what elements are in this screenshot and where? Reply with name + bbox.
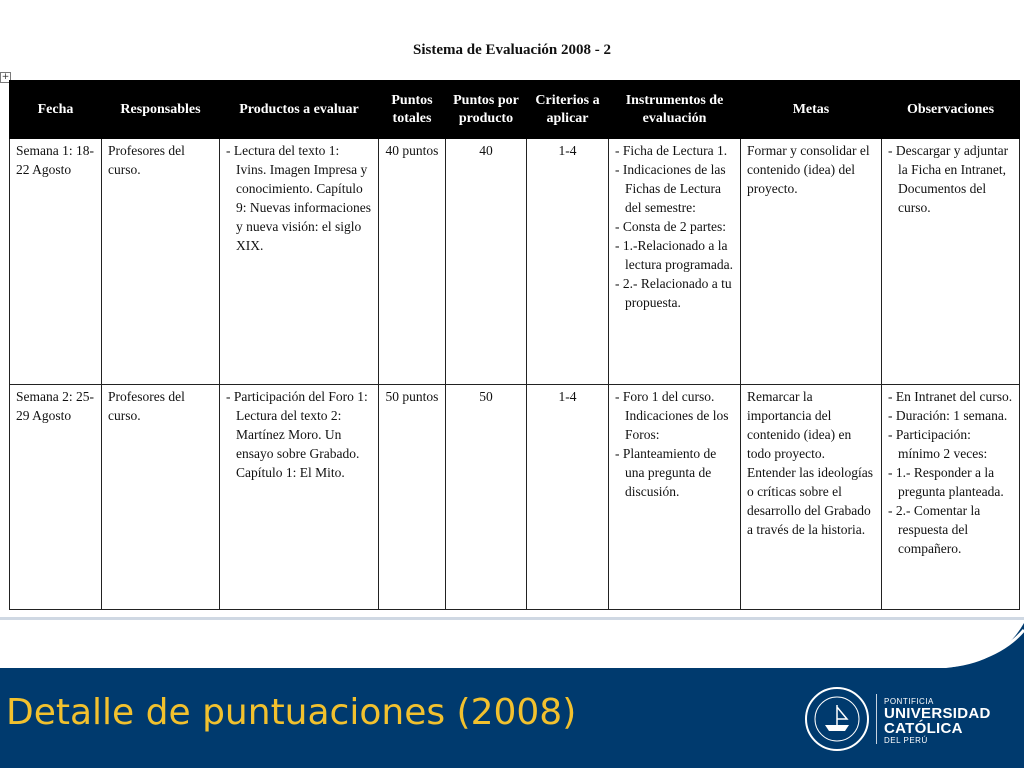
cell-responsables: Profesores del curso. [102, 385, 220, 610]
list-item: - 2.- Comentar la respuesta del compañero. [888, 501, 1013, 558]
header-fecha: Fecha [10, 81, 102, 139]
table-header-row [10, 81, 1020, 139]
header-puntos-producto: Puntos por producto [446, 81, 527, 139]
cell-puntos-producto: 50 [446, 385, 527, 610]
list-item: - 1.-Relacionado a la lectura programada. [615, 236, 734, 274]
list-item: - Consta de 2 partes: [615, 217, 734, 236]
list-item: - En Intranet del curso. [888, 387, 1013, 406]
list-item: - Ficha de Lectura 1. [615, 141, 734, 160]
list-item: - Planteamiento de una pregunta de discusión. [615, 444, 734, 501]
cell-metas: Remarcar la importancia del contenido (idea) en todo proyecto. Entender las ideologías o críticas sobre el desarrollo del Grabado a través de la historia. [741, 385, 882, 610]
cell-puntos-totales: 50 puntos [379, 385, 446, 610]
list-item: - Descargar y adjuntar la Ficha en Intranet, Documentos del curso. [888, 141, 1013, 217]
table-row [10, 385, 1020, 610]
list-item: - Lectura del texto 1: Ivins. Imagen Impresa y conocimiento. Capítulo 9: Nuevas informaciones y nueva visión: el siglo XIX. [226, 141, 372, 255]
header-criterios: Criterios a aplicar [527, 81, 609, 139]
cell-productos [220, 139, 379, 385]
logo-line-pontificia: PONTIFICIA [884, 697, 934, 706]
header-productos: Productos a evaluar [220, 81, 379, 139]
list-item: - Duración: 1 semana. [888, 406, 1013, 425]
header-puntos-totales: Puntos totales [379, 81, 446, 139]
slide-title: Detalle de puntuaciones (2008) [6, 692, 577, 733]
cell-productos [220, 385, 379, 610]
logo-line-universidad: UNIVERSIDAD [884, 705, 991, 722]
list-item: - 1.- Responder a la pregunta planteada. [888, 463, 1013, 501]
document-title: Sistema de Evaluación 2008 - 2 [413, 42, 611, 58]
logo-divider [876, 694, 877, 744]
header-instrumentos: Instrumentos de evaluación [609, 81, 741, 139]
logo-line-peru: DEL PERÚ [884, 736, 928, 745]
list-item: - Indicaciones de las Fichas de Lectura del semestre: [615, 160, 734, 217]
table-move-handle-icon[interactable]: + [1, 72, 10, 82]
university-seal-icon [803, 685, 871, 753]
cell-puntos-producto: 40 [446, 139, 527, 385]
cell-criterios: 1-4 [527, 385, 609, 610]
cell-instrumentos [609, 385, 741, 610]
header-responsables: Responsables [102, 81, 220, 139]
list-item: - Foro 1 del curso. Indicaciones de los Foros: [615, 387, 734, 444]
cell-observaciones [882, 139, 1020, 385]
cell-responsables: Profesores del curso. [102, 139, 220, 385]
header-metas: Metas [741, 81, 882, 139]
cell-metas: Formar y consolidar el contenido (idea) del proyecto. [741, 139, 882, 385]
evaluation-table [9, 80, 1020, 610]
list-item: - 2.- Relacionado a tu propuesta. [615, 274, 734, 312]
cell-instrumentos [609, 139, 741, 385]
header-observaciones: Observaciones [882, 81, 1020, 139]
cell-puntos-totales: 40 puntos [379, 139, 446, 385]
university-logo-text [884, 697, 991, 745]
list-item: - Participación del Foro 1: Lectura del texto 2: Martínez Moro. Un ensayo sobre Grabado. Capítulo 1: El Mito. [226, 387, 372, 482]
list-item: - Participación: mínimo 2 veces: [888, 425, 1013, 463]
cell-fecha: Semana 2: 25-29 Agosto [10, 385, 102, 610]
cell-fecha: Semana 1: 18-22 Agosto [10, 139, 102, 385]
logo-line-catolica: CATÓLICA [884, 720, 963, 737]
cell-observaciones [882, 385, 1020, 610]
table-row [10, 139, 1020, 385]
cell-criterios: 1-4 [527, 139, 609, 385]
